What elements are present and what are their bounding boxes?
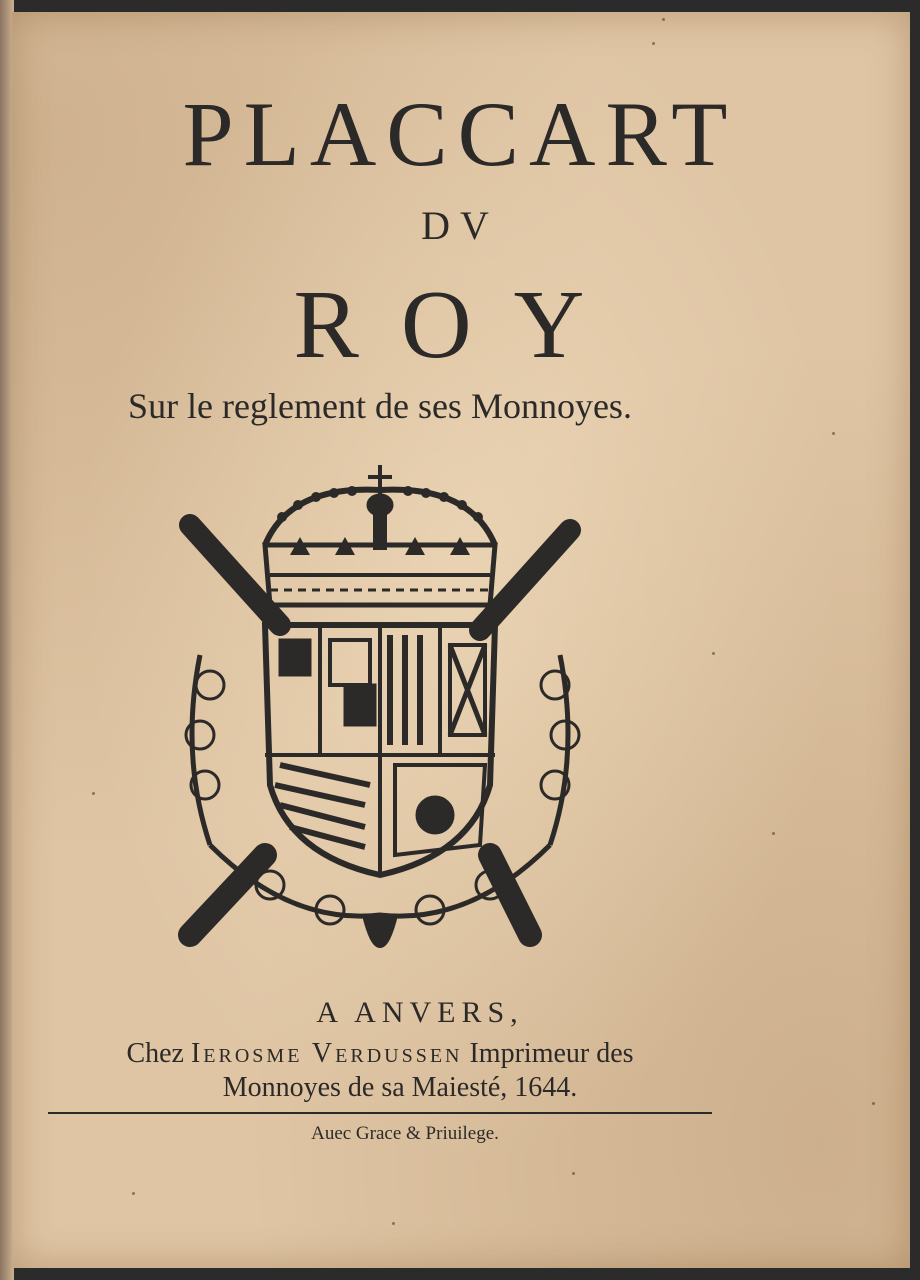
imprint-city: A ANVERS, (316, 996, 524, 1029)
title-placcart: PLACCART (182, 83, 738, 185)
imprint-chez: Chez (126, 1038, 184, 1069)
royal-coat-of-arms-woodcut (170, 455, 590, 985)
imprint-role: Imprimeur des (469, 1038, 634, 1069)
imprint-printer-name: Ierosme Verdussen (190, 1038, 463, 1069)
horizontal-rule (48, 1112, 712, 1114)
subtitle: Sur le reglement de ses Monnoyes. (128, 386, 632, 426)
imprint-publisher-year: Monnoyes de sa Maiesté, 1644. (222, 1072, 578, 1103)
title-roy: ROY (293, 271, 627, 379)
title-du: DV (421, 203, 499, 248)
privilege-notice: Auec Grace & Priuilege. (311, 1123, 499, 1144)
imprint-printer-line (0, 1040, 760, 1068)
